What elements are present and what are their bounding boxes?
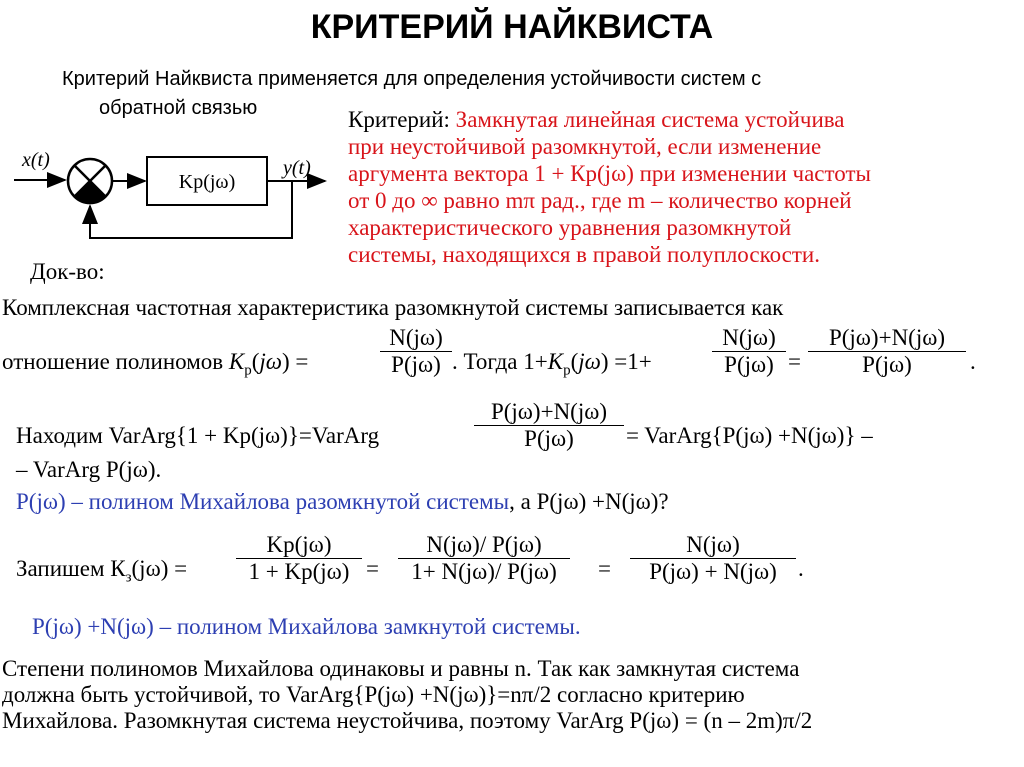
page-title: КРИТЕРИЙ НАЙКВИСТА	[310, 8, 714, 46]
criterion-line: характеристического уравнения разомкнутой	[348, 215, 792, 240]
feedback-block-diagram	[0, 140, 330, 265]
closed-loop-lhs: Запишем $К_з(j\omega)$ =	[16, 556, 188, 586]
period: .	[970, 349, 976, 374]
vararg-line: Находим VarArg{1 + Kp(jω)}=VarArg	[16, 423, 380, 448]
summing-junction	[68, 159, 112, 203]
then-expression: . Тогда $1+K_р(j\omega) =1+$	[452, 349, 652, 379]
criterion-label: Критерий:	[348, 107, 456, 132]
fraction-n-over-p-ratio: $\frac{N(j\omega)/ P(j\omega)}{1+ N(j\omega)/ P(j\omega)}$	[398, 532, 570, 585]
final-line: Михайлова. Разомкнутая система неустойчива, поэтому VarArg P(jω) = (n – 2m)π/2	[2, 708, 813, 733]
input-signal-label: x(t)	[22, 149, 50, 171]
final-paragraph	[2, 656, 812, 734]
fraction-vararg: $\frac{P(j\omega)+N(j\omega)}{P(j\omega)}$	[474, 399, 624, 452]
proof-line-1: Комплексная частотная характеристика разомкнутой системы записывается как	[2, 295, 784, 320]
equals-sign: =	[788, 349, 801, 374]
fraction-sum-over-p: $\frac{P(j\omega)+N(j\omega)}{P(j\omega)}$	[808, 325, 966, 378]
intro-line-2: обратной связью	[99, 97, 258, 119]
criterion-line: Замкнутая линейная система устойчива	[455, 107, 845, 132]
intro-line-1: Критерий Найквиста применяется для определения устойчивости систем с	[62, 68, 762, 90]
mikhailov-closed-line: P(jω) +N(jω) – полином Михайлова замкнутой системы.	[32, 614, 581, 639]
period: .	[798, 556, 804, 581]
criterion-line: аргумента вектора 1 + Кр(jω) при изменении частоты	[348, 161, 871, 186]
proof-line-2: отношение полиномов $K_р(j\omega)$ =	[2, 349, 309, 379]
fraction-n-over-p-2: $\frac{N(j\omega)}{P(j\omega)}$	[712, 325, 786, 378]
output-signal-label: y(t)	[283, 157, 311, 179]
proof-label: Док-во:	[30, 259, 105, 284]
fraction-closed-loop: $\frac{N(j\omega)}{P(j\omega) + N(j\omega)}$	[630, 532, 796, 585]
final-line: должна быть устойчивой, то VarArg{P(jω) +N(jω)}=nπ/2 согласно критерию	[2, 682, 745, 707]
vararg-line-2: – VarArg P(jω).	[16, 457, 162, 482]
mikhailov-open-line: P(jω) – полином Михайлова разомкнутой системы, а P(jω) +N(jω)?	[16, 489, 669, 514]
criterion-line: от 0 до ∞ равно mπ рад., где m – количество корней	[348, 188, 852, 213]
final-line: Степени полиномов Михайлова одинаковы и равны n. Так как замкнутая система	[2, 656, 800, 681]
fraction-n-over-p: $\frac{N(j\omega)}{P(j\omega)}$	[380, 325, 452, 378]
vararg-result: = VarArg{P(jω) +N(jω)} –	[626, 423, 873, 448]
equals-sign: =	[598, 556, 611, 581]
criterion-line: при неустойчивой разомкнутой, если изменение	[348, 134, 822, 159]
fraction-kp: $\frac{Kp(j\omega)}{1 + Kp(j\omega)}$	[236, 532, 362, 585]
criterion-line: системы, находящихся в правой полуплоскости.	[348, 242, 820, 267]
criterion-statement	[348, 106, 871, 268]
equals-sign: =	[366, 556, 379, 581]
transfer-block-label: Kp(jω)	[178, 171, 236, 193]
